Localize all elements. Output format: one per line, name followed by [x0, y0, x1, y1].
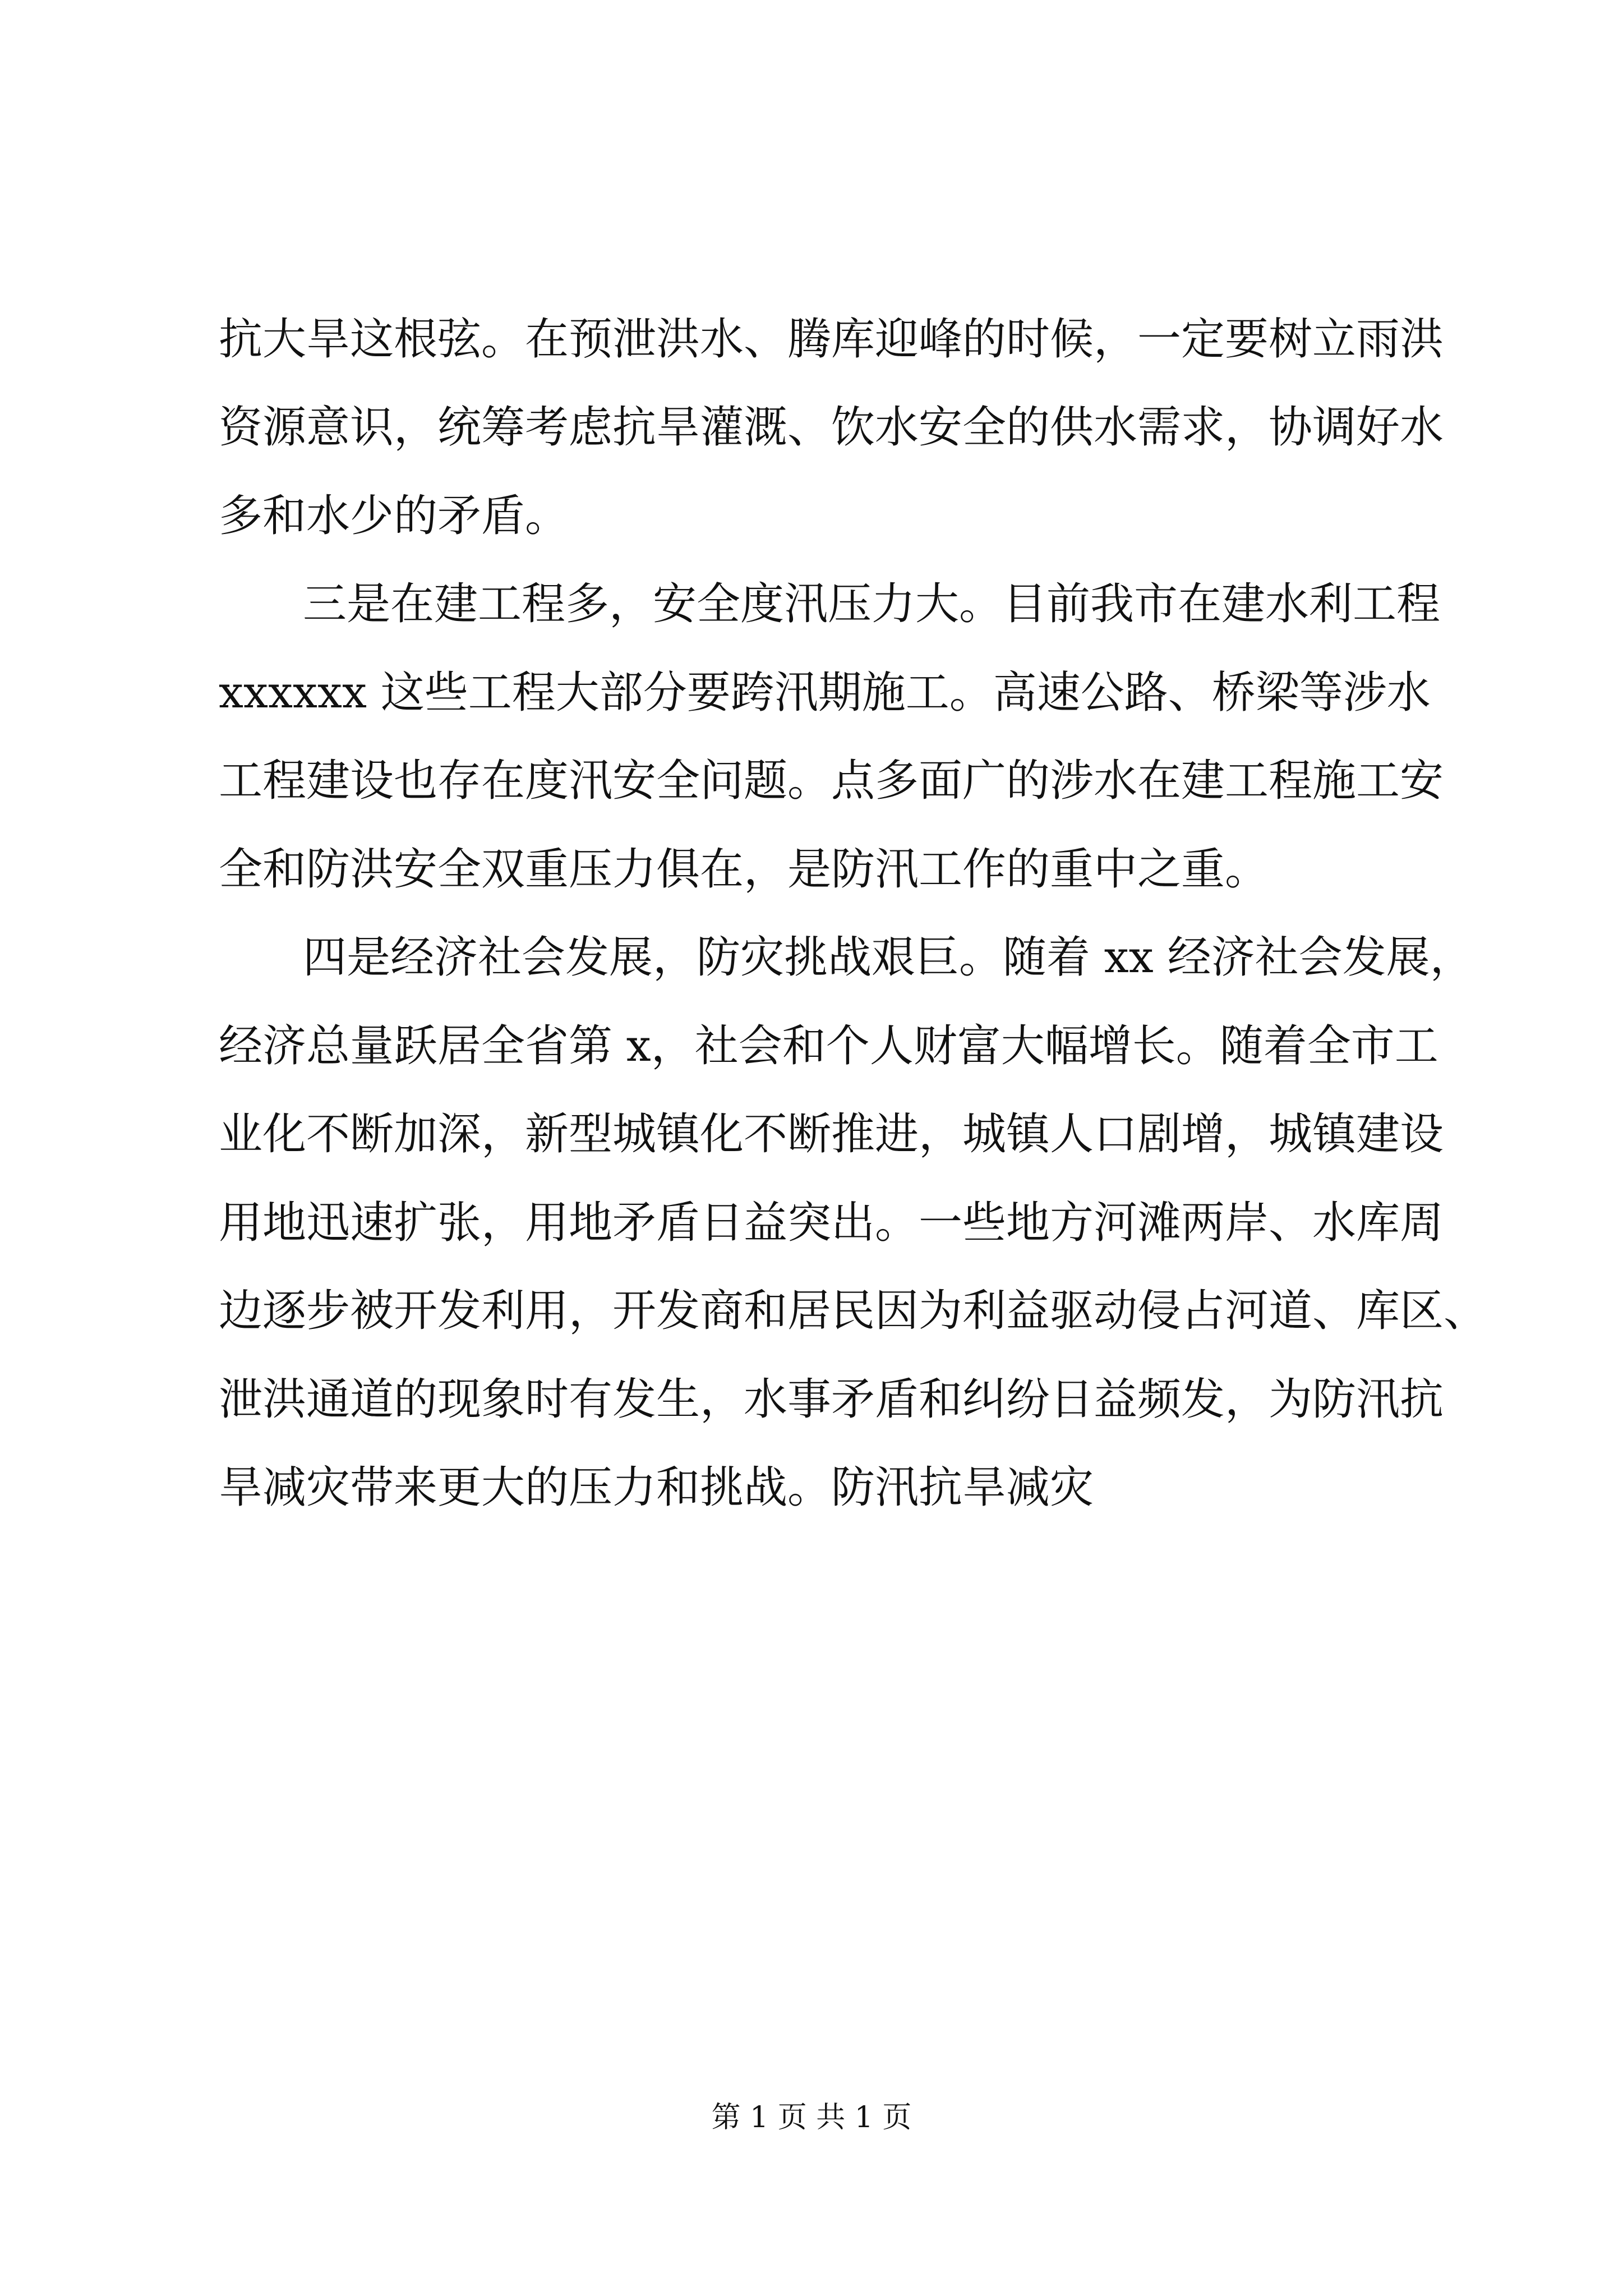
body-text-line: 经济总量跃居全省第 x，社会和个人财富大幅增长。随着全市工 [219, 1021, 1438, 1071]
body-text-line: 多和水少的矛盾。 [219, 491, 569, 541]
body-text-line: 工程建设也存在度汛安全问题。点多面广的涉水在建工程施工安 [219, 756, 1444, 806]
body-text-line: xxxxxx 这些工程大部分要跨汛期施工。高速公路、桥梁等涉水 [219, 668, 1431, 718]
body-text-line: 资源意识，统筹考虑抗旱灌溉、饮水安全的供水需求，协调好水 [219, 402, 1444, 453]
body-text-line: 业化不断加深，新型城镇化不断推进，城镇人口剧增，城镇建设 [219, 1109, 1444, 1159]
body-text-line: 用地迅速扩张，用地矛盾日益突出。一些地方河滩两岸、水库周 [219, 1198, 1444, 1248]
body-text-line: 边逐步被开发利用，开发商和居民因为利益驱动侵占河道、库区、 [219, 1286, 1488, 1336]
body-text-line: 抗大旱这根弦。在预泄洪水、腾库迎峰的时候，一定要树立雨洪 [219, 314, 1444, 365]
body-text-line: 全和防洪安全双重压力俱在，是防汛工作的重中之重。 [219, 844, 1269, 895]
body-text-line: 泄洪通道的现象时有发生，水事矛盾和纠纷日益频发，为防汛抗 [219, 1374, 1444, 1425]
paragraph-4-first-line: 四是经济社会发展，防灾挑战艰巨。随着 xx 经济社会发展， [303, 932, 1474, 983]
paragraph-3-first-line: 三是在建工程多，安全度汛压力大。目前我市在建水利工程 [303, 579, 1441, 629]
page-footer: 第 1 页 共 1 页 [711, 2101, 912, 2134]
body-text-line: 旱减灾带来更大的压力和挑战。防汛抗旱减灾 [219, 1462, 1094, 1513]
